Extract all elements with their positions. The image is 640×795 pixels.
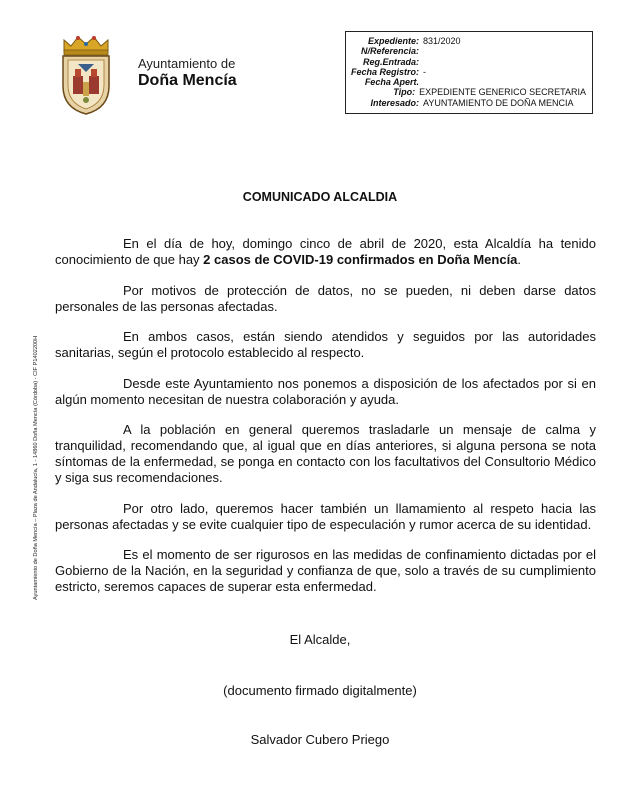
registry-row <box>346 57 586 67</box>
signature-role: El Alcalde, <box>289 632 351 647</box>
registry-value: EXPEDIENTE GENERICO SECRETARIA <box>419 87 586 98</box>
paragraph: En ambos casos, están siendo atendidos y seguidos por las autoridades sanitarias, según el protocolo establecido al respecto. <box>55 329 596 360</box>
side-address-text: Ayuntamiento de Doña Mencía – Plaza de Andalucía, 1 - 14860 Doña Mencía (Córdoba) - CIF P1402200H <box>33 335 39 600</box>
paragraph: Por otro lado, queremos hacer también un llamamiento al respeto hacia las personas afectadas y se evite cualquier tipo de especulación y rumor acerca de su identidad. <box>55 500 596 532</box>
registry-value <box>423 57 586 67</box>
registry-key: N/Referencia: <box>360 46 419 57</box>
paragraph <box>55 236 596 268</box>
registry-value: - <box>423 66 426 77</box>
highlighted-text: 2 casos de COVID-19 confirmados en Doña Mencía <box>203 252 518 267</box>
registry-box <box>345 31 593 114</box>
registry-key: Expediente: <box>367 36 419 46</box>
document-body <box>55 236 596 610</box>
signature-name: Salvador Cubero Priego <box>250 732 390 747</box>
document-title: COMUNICADO ALCALDIA <box>242 190 398 204</box>
registry-key: Interesado: <box>370 97 419 108</box>
paragraph: Por motivos de protección de datos, no se pueden, ni deben darse datos personales de las personas afectadas. <box>55 282 596 314</box>
org-line2: Doña Mencía <box>138 72 237 89</box>
org-line1: Ayuntamiento de <box>138 56 236 71</box>
registry-value <box>423 77 586 87</box>
registry-row <box>346 36 586 46</box>
paragraph-text: . <box>517 252 522 267</box>
registry-row <box>346 98 586 108</box>
organization-name <box>138 56 237 90</box>
paragraph-text: En el día de hoy, domingo cinco de abril de 2020, esta Alcaldía ha tenido conocimiento de que hay <box>55 236 596 267</box>
registry-key: Reg.Entrada: <box>362 56 419 67</box>
registry-row <box>346 67 586 77</box>
paragraph: Desde este Ayuntamiento nos ponemos a disposición de los afectados por si en algún momento necesitan de nuestra colaboración y ayuda. <box>55 375 596 407</box>
registry-row <box>346 87 586 97</box>
registry-value: AYUNTAMIENTO DE DOÑA MENCIA <box>423 97 574 108</box>
registry-row <box>346 77 586 87</box>
registry-value: 831/2020 <box>423 36 461 46</box>
registry-key: Tipo: <box>393 87 416 98</box>
paragraph: A la población en general queremos trasladarle un mensaje de calma y tranquilidad, recomendando que, al igual que en días anteriores, si alguna persona se nota síntomas de la enfermedad, se ponga en contacto con los facultativos del Consultorio Médico y siga sus recomendaciones. <box>55 422 596 485</box>
registry-key: Fecha Apert. <box>364 77 419 88</box>
municipal-coat-of-arms-icon <box>56 34 116 116</box>
registry-row <box>346 46 586 56</box>
registry-key: Fecha Registro: <box>350 66 419 77</box>
paragraph: Es el momento de ser rigurosos en las medidas de confinamiento dictadas por el Gobierno de la Nación, en la seguridad y confianza de que, solo a través de su cumplimiento estricto, seremos capaces de superar esta enfermedad. <box>55 547 596 594</box>
signature-note: (documento firmado digitalmente) <box>223 683 417 698</box>
registry-value <box>423 46 586 56</box>
